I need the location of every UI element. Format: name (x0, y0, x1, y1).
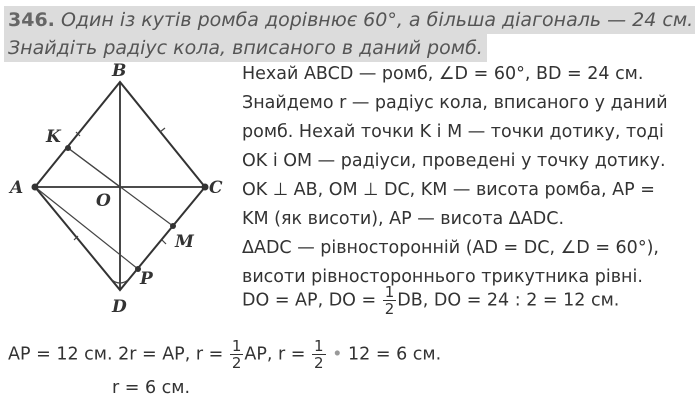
label-c: C (209, 178, 223, 198)
fraction-half: $\frac{1}{2}$ (384, 283, 395, 318)
fraction-half-2: $\frac{1}{2}$ (314, 337, 324, 372)
task-line-1 (4, 6, 695, 34)
point-m (170, 223, 176, 229)
do-result: DB, DO = 24 : 2 = 12 см. (397, 290, 620, 311)
solution-line-6: KM (як висоти), AP — висота ΔADC. (242, 209, 565, 229)
solution-line-8: висоти рівностороннього трикутника рівні. (242, 267, 643, 287)
point-a (32, 184, 39, 191)
solution-line-1: Нехай ABCD — ромб, ∠D = 60°, BD = 24 см. (242, 64, 644, 84)
label-d: D (112, 297, 127, 317)
solution-line-5: OK ⊥ AB, OM ⊥ DC, KM — висота ромба, AP = (242, 180, 655, 200)
answer-line: r = 6 см. (112, 378, 191, 398)
task-text-1: Один із кутів ромба дорівнює 60°, а більша діагональ — 24 см. (60, 9, 694, 31)
solution-line-3: ромб. Нехай точки K і M — точки дотику, тоді (242, 122, 664, 142)
task-line-2: Знайдіть радіус кола, вписаного в даний ромб. (4, 34, 487, 62)
multiply-dot: • (326, 344, 349, 365)
rhombus-figure (0, 62, 240, 330)
solution-line-2: Знайдемо r — радіус кола, вписаного у даний (242, 93, 668, 113)
point-c (202, 184, 209, 191)
point-k (65, 145, 71, 151)
solution-line-7: ΔADC — рівносторонній (AD = DC, ∠D = 60°), (242, 238, 659, 258)
solution-block (242, 60, 692, 292)
do-text: DO = AP, DO = (242, 290, 382, 311)
tick-bc (160, 128, 165, 132)
radius-ok (68, 148, 120, 187)
ap-text: AP = 12 см. 2r = AP, r = (8, 344, 229, 365)
label-p: P (140, 269, 153, 289)
label-o: O (96, 191, 111, 211)
label-a: A (10, 178, 24, 198)
label-k: K (46, 127, 61, 147)
label-m: M (175, 232, 194, 252)
r-result: 12 = 6 см. (348, 344, 442, 365)
tick-cd (162, 240, 166, 244)
solution-line-10 (8, 338, 441, 371)
ap-text-2: AP, r = (244, 344, 312, 365)
segment-ap (35, 187, 138, 269)
solution-line-9 (242, 284, 619, 317)
label-b: B (112, 62, 127, 81)
task-number: 346. (8, 9, 55, 31)
fraction-half-1: $\frac{1}{2}$ (231, 337, 242, 372)
solution-line-4: OK і OM — радіуси, проведені у точку дотику. (242, 151, 666, 171)
task-statement (4, 6, 694, 62)
